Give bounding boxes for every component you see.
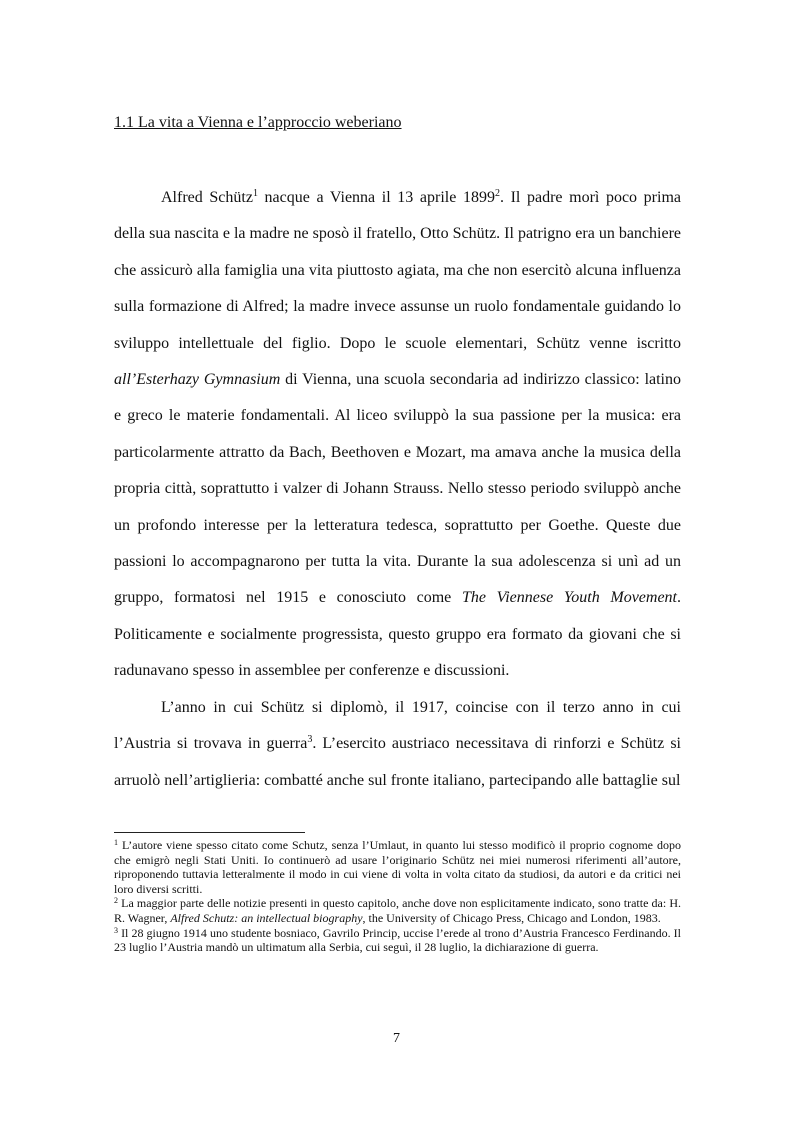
footnote-1 (114, 838, 681, 896)
page-number: 7 (393, 1031, 400, 1046)
footnote-3 (114, 926, 681, 955)
footnote-2-text-b: , the University of Chicago Press, Chicago and London, 1983. (362, 910, 661, 925)
p1-text-e: . Politicamente e socialmente progressista, questo gruppo era formato da giovani che si radunavano spesso in assemblee per conferenze e discussioni. (114, 589, 682, 680)
footnote-separator (114, 832, 305, 833)
footnote-2-book-title: Alfred Schutz: an intellectual biography (170, 910, 363, 925)
footnote-ref-2[interactable]: 2 (494, 188, 500, 199)
footnote-3-text: Il 28 giugno 1914 uno studente bosniaco, Gavrilo Princip, uccise l’erede al trono d’Austria Francesco Ferdinando. Il 23 luglio l’Austria mandò un ultimatum alla Serbia, cui seguì, il 28 luglio, la dichiarazione di guerra. (114, 925, 681, 955)
p1-italic-movement: The Viennese Youth Movement (461, 589, 678, 607)
p1-text-d: di Vienna, una scuola secondaria ad indirizzo classico: latino e greco le materie fondamentali. Al liceo sviluppò la sua passione per la musica: era particolarmente attratto da Bach, Beethoven e Mozart, ma amava anche la musica della propria città, soprattutto i valzer di Johann Strauss. Nello stesso periodo sviluppò anche un profondo interesse per la letteratura tedesca, soprattutto per Goethe. Queste due passioni lo accompagnarono per tutta la vita. Durante la sua adolescenza si unì ad un gruppo, formatosi nel 1915 e conosciuto come (114, 371, 682, 607)
footnote-mark-3: 3 (114, 925, 118, 935)
section-heading: 1.1 La vita a Vienna e l’approccio weberiano (114, 114, 402, 131)
footnote-mark-1: 1 (114, 838, 118, 847)
body-text (114, 180, 681, 799)
paragraph-1 (114, 180, 681, 690)
paragraph-2 (114, 690, 681, 799)
p1-text-a: Alfred Schütz (161, 189, 253, 206)
footnote-mark-2: 2 (114, 896, 118, 906)
footnote-ref-1[interactable]: 1 (252, 188, 258, 199)
p1-italic-school: all’Esterhazy Gymnasium (114, 371, 281, 389)
p1-text-b: nacque a Vienna il 13 aprile 1899 (257, 189, 495, 206)
p2-text-b: . L’esercito austriaco necessitava di rinforzi e Schütz si arruolò nell’artiglieria: combatté anche sul fronte italiano, partecipando alle battaglie sul (114, 735, 681, 789)
footnote-ref-3[interactable]: 3 (307, 734, 313, 746)
footnotes (114, 838, 681, 955)
footnote-2 (114, 896, 681, 925)
footnote-1-text: L’autore viene spesso citato come Schutz, senza l’Umlaut, in quanto lui stesso modificò il proprio cognome dopo che emigrò negli Stati Uniti. Io continuerò ad usare l’originario Schütz nei miei numerosi riferimenti all’autore, riproponendo tuttavia letteralmente il modo in cui viene di volta in volta citato da studiosi, da autori e da critici nei loro diversi scritti. (114, 838, 681, 896)
footnote-2-text-a: La maggior parte delle notizie presenti in questo capitolo, anche dove non esplicitamente indicato, sono tratte da: H. R. Wagner, (114, 896, 681, 925)
p1-text-c: . Il padre morì poco prima della sua nascita e la madre ne sposò il fratello, Otto Schütz. Il patrigno era un banchiere che assicurò alla famiglia una vita piuttosto agiata, ma che non esercitò alcuna influenza sulla formazione di Alfred; la madre invece assunse un ruolo fondamentale guidando lo sviluppo intellettuale del figlio. Dopo le scuole elementari, Schütz venne iscritto (114, 189, 681, 352)
p2-text-a: L’anno in cui Schütz si diplomò, il 1917, coincise con il terzo anno in cui l’Austria si trovava in guerra (114, 698, 681, 753)
